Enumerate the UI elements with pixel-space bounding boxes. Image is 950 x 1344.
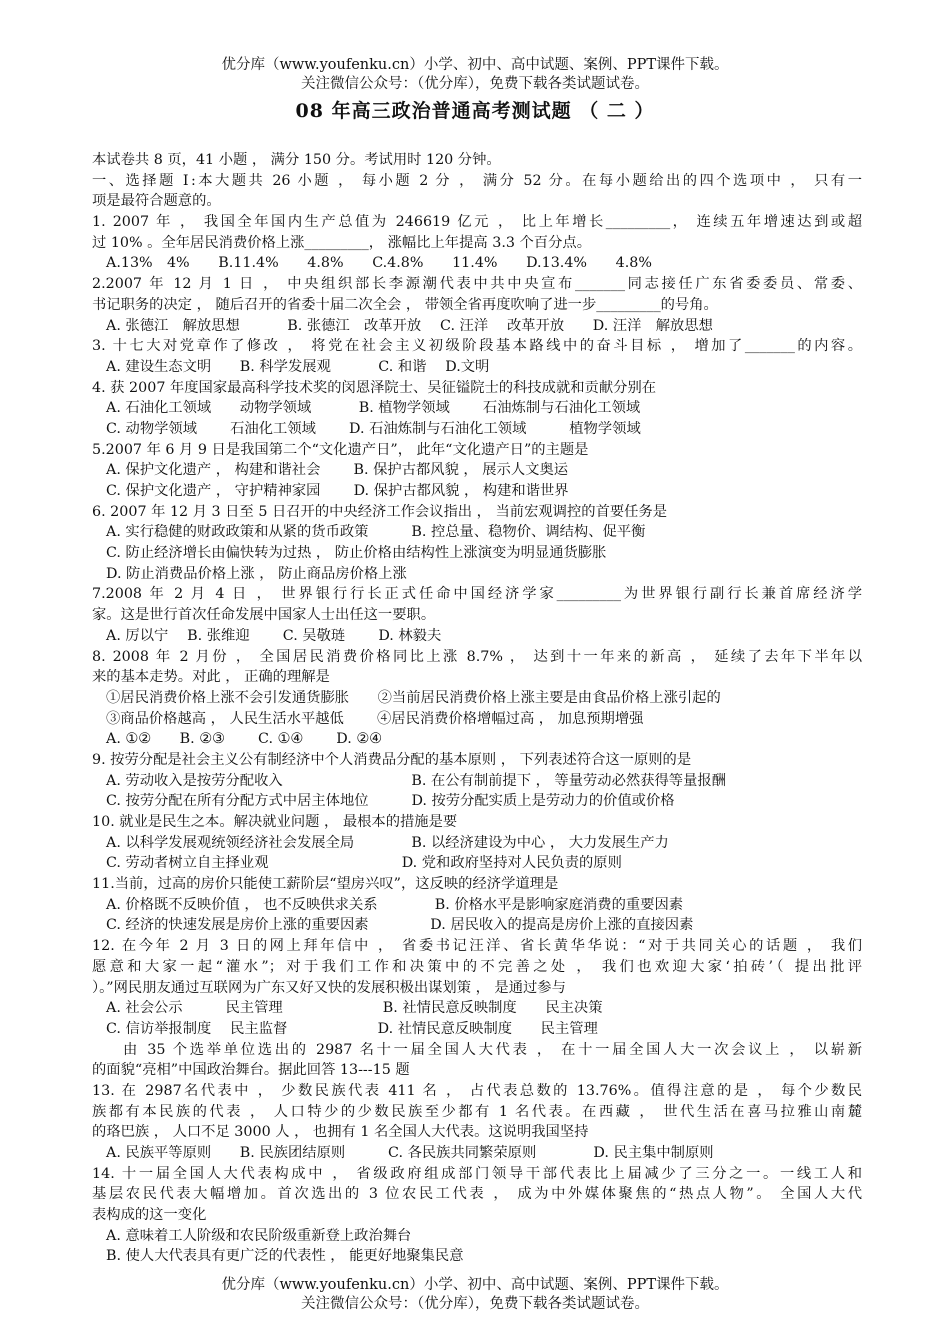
- question-text: 2.2007 年 12 月 1 日 ， 中央组织部长李源潮代表中共中央宣布_______同志接任广东省委委员、常委、: [92, 276, 862, 293]
- answer-options: C. 经济的快速发展是房价上涨的重要因素 D. 居民收入的提高是房价上涨的直接因素: [106, 917, 694, 934]
- answer-options: A. 社会公示 民主管理 B. 社情民意反映制度 民主决策: [106, 1000, 603, 1017]
- answer-options: B. 使人大代表具有更广泛的代表性 ， 能更好地聚集民意: [106, 1248, 464, 1265]
- question-text: ）。”网民朋友通过互联网为广东又好又快的发展积极出谋划策 ， 是通过参与: [92, 979, 566, 996]
- statement-options: ③商品价格越高 ， 人民生活水平越低 ④居民消费价格增幅过高 ， 加息预期增强: [106, 710, 644, 727]
- question-text: 愿意和大家一起“灌水”；对于我们工作和决策中的不完善之处 ， 我们也欢迎大家‘拍砖’（ 提出批评: [92, 958, 862, 975]
- question-text: 过 10% 。全年居民消费价格上涨_________， 涨幅比上年提高 3.3 个百分点。: [92, 234, 591, 251]
- question-text: 基层农民代表大幅增加。首次选出的 3 位农民工代表 ， 成为中外媒体聚焦的“热点人物”。 全国人大代: [92, 1186, 862, 1203]
- answer-options: C. 按劳分配在所有分配方式中居主体地位 D. 按劳分配实质上是劳动力的价值或价格: [106, 793, 675, 810]
- passage-text: 的面貌“亮相”中国政治舞台。据此回答 13---15 题: [92, 1062, 410, 1079]
- text-line: 项是最符合题意的。: [92, 193, 221, 210]
- question-text: 表构成的这一变化: [92, 1207, 207, 1224]
- answer-options: A. 张德江 解放思想 B. 张德江 改革开放 C. 汪洋 改革开放 D. 汪洋 解放思想: [106, 317, 713, 334]
- header-line-1: 优分库（www.youfenku.cn）小学、初中、高中试题、案例、PPT课件下载。: [221, 57, 729, 73]
- question-text: 家。这是世行首次任命发展中国家人士出任这一要职。: [92, 607, 436, 624]
- question-text: 来的基本走势。对此 ， 正确的理解是: [92, 669, 330, 686]
- statement-options: ①居民消费价格上涨不会引发通货膨胀 ②当前居民消费价格上涨主要是由食品价格上涨引起的: [106, 689, 721, 706]
- question-text: 13. 在 2987名代表中 ， 少数民族代表 411 名 ， 占代表总数的 13.76%。值得注意的是 ， 每个少数民: [92, 1082, 862, 1099]
- question-text: 14. 十一届全国人大代表构成中 ， 省级政府组成部门领导干部代表比上届减少了三分之一。一线工人和: [92, 1165, 862, 1182]
- answer-options: A. 劳动收入是按劳分配收入 B. 在公有制前提下 ， 等量劳动必然获得等量报酬: [106, 772, 726, 789]
- question-text: 11.当前，过高的房价只能使工薪阶层“望房兴叹”，这反映的经济学道理是: [92, 876, 559, 893]
- question-text: 8. 2008 年 2 月份 ， 全国居民消费价格同比上涨 8.7% ， 达到十一年来的新高 ， 延续了去年下半年以: [92, 648, 862, 665]
- question-text: 3. 十七大对党章作了修改 ， 将党在社会主义初级阶段基本路线中的奋斗目标 ， 增加了_______的内容。: [92, 338, 862, 355]
- answer-options: C. 防止经济增长由偏快转为过热 ， 防止价格由结构性上涨演变为明显通货膨胀: [106, 545, 607, 562]
- question-text: 7.2008 年 2 月 4 日 ， 世界银行行长正式任命中国经济学家_________为世界银行副行长兼首席经济学: [92, 586, 862, 603]
- document-body: [92, 150, 862, 1267]
- passage-text: 由 35 个选举单位选出的 2987 名十一届全国人大代表 ， 在十一届全国人大一次会议上 ， 以崭新: [106, 1041, 862, 1058]
- document-title: 08 年高三政治普通高考测试题 （ 二 ）: [295, 100, 655, 122]
- answer-options: A. ①② B. ②③ C. ①④ D. ②④: [106, 731, 382, 748]
- question-text: 族都有本民族的代表 ， 人口特少的少数民族至少都有 1 名代表。在西藏 ， 世代生活在喜马拉雅山南麓: [92, 1103, 862, 1120]
- answer-options: C. 劳动者树立自主择业观 D. 党和政府坚持对人民负责的原则: [106, 855, 622, 872]
- answer-options: A. 建设生态文明 B. 科学发展观 C. 和谐 D.文明: [106, 358, 490, 375]
- answer-options: A. 石油化工领域 动物学领域 B. 植物学领域 石油炼制与石油化工领域: [106, 400, 641, 417]
- text-line: 本试卷共 8 页，41 小题 ， 满分 150 分。考试用时 120 分钟。: [92, 152, 501, 168]
- answer-options: A. 实行稳健的财政政策和从紧的货币政策 B. 控总量、稳物价、调结构、促平衡: [106, 524, 646, 541]
- question-text: 9. 按劳分配是社会主义公有制经济中个人消费品分配的基本原则 ， 下列表述符合这一原则的是: [92, 751, 692, 768]
- page-footer: [0, 1276, 950, 1314]
- footer-line-1: 优分库（www.youfenku.cn）小学、初中、高中试题、案例、PPT课件下载。: [221, 1277, 729, 1293]
- text-line: 一、选择题 Ⅰ:本大题共 26 小题 ， 每小题 2 分 ， 满分 52 分。在每小题给出的四个选项中 ， 只有一: [92, 172, 862, 189]
- footer-line-2: 关注微信公众号：（优分库），免费下载各类试题试卷。: [301, 1296, 649, 1312]
- question-text: 书记职务的决定 ， 随后召开的省委十届二次全会 ， 带领全省再度吹响了进一步_________的号角。: [92, 296, 718, 313]
- answer-options: A. 厉以宁 B. 张维迎 C. 吴敬琏 D. 林毅夫: [106, 627, 442, 644]
- answer-options: C. 信访举报制度 民主监督 D. 社情民意反映制度 民主管理: [106, 1020, 598, 1037]
- answer-options: A. 保护文化遗产 ， 构建和谐社会 B. 保护古都风貌 ， 展示人文奥运: [106, 462, 569, 479]
- answer-options: D. 防止消费品价格上涨 ， 防止商品房价格上涨: [106, 565, 407, 582]
- answer-options: C. 动物学领域 石油化工领域 D. 石油炼制与石油化工领域 植物学领域: [106, 420, 641, 437]
- question-text: 4. 获 2007 年度国家最高科学技术奖的闵恩泽院士、吴征镒院士的科技成就和贡献分别在: [92, 379, 657, 396]
- question-text: 5.2007 年 6 月 9 日是我国第二个“文化遗产日”， 此年“文化遗产日”的主题是: [92, 441, 589, 458]
- question-text: 12. 在今年 2 月 3 日的网上拜年信中 ， 省委书记汪洋、省长黄华华说：“对于共同关心的话题 ， 我们: [92, 938, 862, 955]
- question-text: 6. 2007 年 12 月 3 日至 5 日召开的中央经济工作会议指出 ， 当前宏观调控的首要任务是: [92, 503, 668, 520]
- answer-options: C. 保护文化遗产 ， 守护精神家园 D. 保护古都风貌 ， 构建和谐世界: [106, 483, 569, 499]
- question-text: 的珞巴族 ， 人口不足 3000 人 ， 也拥有 1 名全国人大代表。这说明我国坚持: [92, 1124, 589, 1141]
- answer-options: A. 意味着工人阶级和农民阶级重新登上政治舞台: [106, 1227, 412, 1244]
- answer-options: A.13% 4% B.11.4% 4.8% C.4.8% 11.4% D.13.4% 4.8%: [106, 255, 652, 272]
- question-text: 1. 2007 年 ， 我国全年国内生产总值为 246619 亿元 ， 比上年增长_________， 连续五年增速达到或超: [92, 214, 862, 231]
- question-text: 10. 就业是民生之本。解决就业问题 ， 最根本的措施是要: [92, 814, 458, 830]
- answer-options: A. 以科学发展观统领经济社会发展全局 B. 以经济建设为中心 ， 大力发展生产力: [106, 834, 669, 851]
- page-header: [0, 56, 950, 94]
- header-line-2: 关注微信公众号：（优分库），免费下载各类试题试卷。: [301, 76, 649, 92]
- answer-options: A. 民族平等原则 B. 民族团结原则 C. 各民族共同繁荣原则 D. 民主集中制原则: [106, 1145, 714, 1161]
- answer-options: A. 价格既不反映价值 ， 也不反映供求关系 B. 价格水平是影响家庭消费的重要因素: [106, 896, 684, 913]
